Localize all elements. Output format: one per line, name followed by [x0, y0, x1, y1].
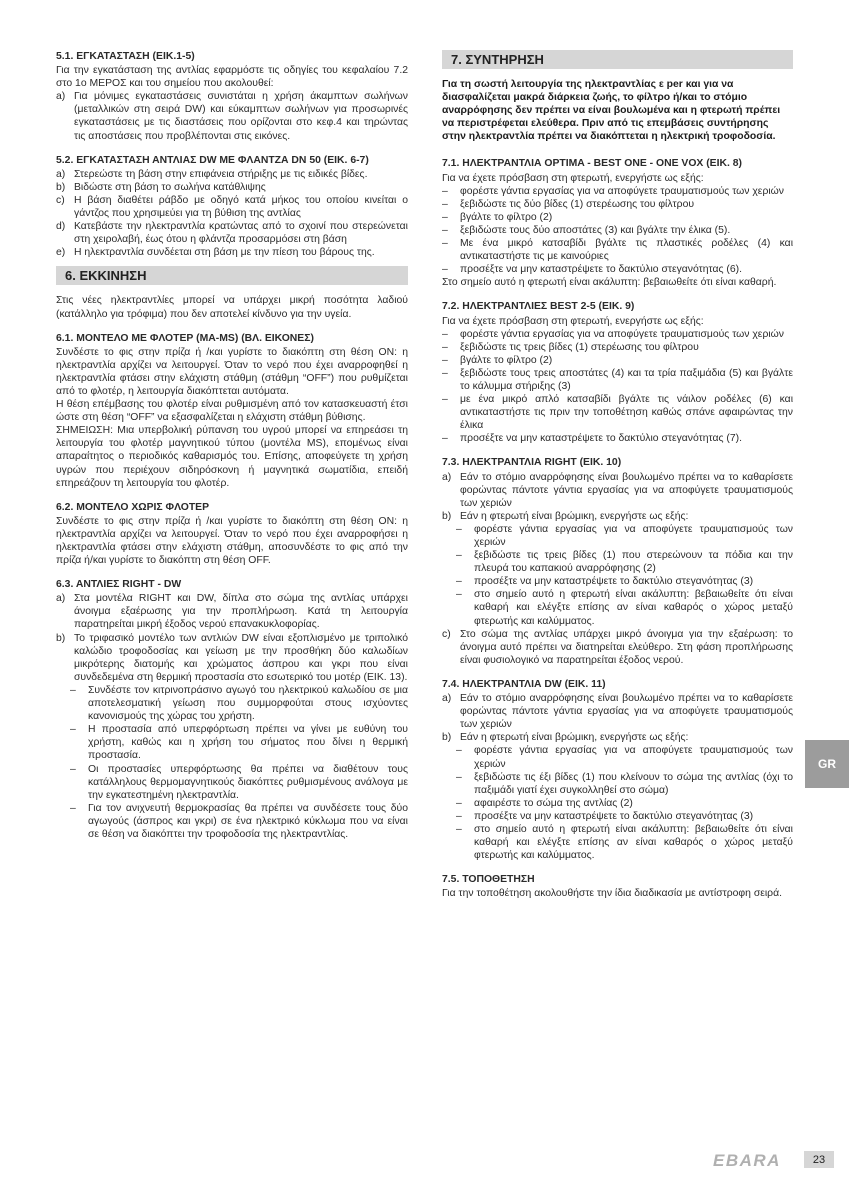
- section-7-4-sublist: [442, 744, 793, 862]
- section-6-3-heading: 6.3. ΑΝΤΛΙΕΣ RIGHT - DW: [56, 579, 182, 591]
- language-tab: GR: [805, 740, 849, 788]
- list-item: – ξεβιδώστε τις τρεις βίδες (1) που στερεώνουν τα πόδια και την πλευρά του καπακιού αναρρόφησης (2): [456, 550, 793, 575]
- section-7-intro: Για τη σωστή λειτουργία της ηλεκτραντλίας ε per και για να διασφαλίζεται μακρά διάρκεια ζωής, το φίλτρο ή/και το στόμιο αναρρόφησης δεν πρέπει να είναι βουλωμένα και η φτερωτή πρέπει να περιστρέφεται ελεύθερα. Πριν από τις επεμβάσεις συντήρησης στην ηλεκτραντλία πρέπει να διακόπτεται η ηλεκτρική τροφοδοσία.: [442, 79, 781, 143]
- list-item: – ξεβιδώστε τις δύο βίδες (1) στερέωσης του φίλτρου: [442, 198, 695, 210]
- list-item: – στο σημείο αυτό η φτερωτή είναι ακάλυπτη: βεβαιωθείτε ότι είναι καθαρή και ελέγξτε επίσης αν είναι καθαρός ο χώρος μεταξύ φτερωτής και καλύμματος.: [456, 589, 793, 627]
- section-7-1-lead: Για να έχετε πρόσβαση στη φτερωτή, ενεργήστε ως εξής:: [442, 172, 704, 184]
- section-7-3-list-c: [442, 628, 793, 667]
- section-6-3-list: [56, 592, 408, 684]
- section-7-2-list: [442, 328, 793, 446]
- list-item: e) Η ηλεκτραντλία συνδέεται στη βάση με την πίεση του βάρους της.: [56, 247, 375, 259]
- section-5-2-list: [56, 168, 408, 260]
- list-item: – προσέξτε να μην καταστρέψετε το δακτύλιο στεγανότητας (3): [456, 810, 754, 822]
- list-item: d) Κατεβάστε την ηλεκτραντλία κρατώντας από το σχοινί που στερεώνεται στη χειρολαβή, έως ότου η φλάντζα προσαρμόσει στη βάση: [56, 221, 408, 246]
- section-6-1-note: ΣΗΜΕΙΩΣΗ: Μια υπερβολική ρύπανση του υγρού μπορεί να επηρεάσει τη λειτουργία του φλοτέρ μαγνητικού τύπου (μοντέλα MS), επομένως είναι απαραίτητος ο περιοδικός καθαρισμός του. Επίσης, αποφεύγετε τη χρήση υγρών που περιέχουν σιδηρόσκονη ή μαγνητικά σωματίδια, επειδή επηρεάζουν τη λειτουργία του φλοτέρ.: [56, 425, 408, 489]
- section-6-text: Στις νέες ηλεκτραντλίες μπορεί να υπάρχει μικρή ποσότητα λαδιού (κατάλληλο για τρόφιμα) που δεν αποτελεί κίνδυνο για την υγεία.: [56, 295, 408, 320]
- list-item: a) Στερεώστε τη βάση στην επιφάνεια στήριξης με τις ειδικές βίδες.: [56, 168, 368, 180]
- list-item: – στο σημείο αυτό η φτερωτή είναι ακάλυπτη: βεβαιωθείτε ότι είναι καθαρή και ελέγξτε επίσης αν είναι καθαρός ο χώρος μεταξύ φτερωτής και καλύμματος.: [456, 823, 793, 862]
- section-7-3-heading: 7.3. ΗΛΕΚΤΡΑΝΤΛΙΑ RIGHT (ΕΙΚ. 10): [442, 457, 622, 469]
- list-item: a) Εάν το στόμιο αναρρόφησης είναι βουλωμένο πρέπει να το καθαρίσετε φορώντας πάντοτε γάντια εργασίας για να αποφύγετε τραυματισμούς των χεριών: [442, 471, 793, 509]
- list-item: c) Στο σώμα της αντλίας υπάρχει μικρό άνοιγμα για την εξαέρωση: το άνοιγμα αυτό πρέπει να διατηρείται ελεύθερο. Στη φάση προπλήρωσης είναι φυσιολογικό να παρατηρείται έξοδος νερού.: [442, 628, 793, 666]
- list-item: – βγάλτε το φίλτρο (2): [442, 354, 553, 366]
- list-item: – ξεβιδώστε τους δύο αποστάτες (3) και βγάλτε την έλικα (5).: [442, 224, 731, 236]
- list-item: – προσέξτε να μην καταστρέψετε το δακτύλιο στεγανότητας (6).: [442, 264, 742, 276]
- list-item: – αφαιρέστε το σώμα της αντλίας (2): [456, 797, 633, 809]
- list-item: – φορέστε γάντια εργασίας για να αποφύγετε τραυματισμούς των χεριών: [442, 185, 784, 197]
- list-item: – φορέστε γάντια εργασίας για να αποφύγετε τραυματισμούς των χεριών: [456, 523, 793, 548]
- section-6-1-heading: 6.1. ΜΟΝΤΕΛΟ ΜΕ ΦΛΟΤΕΡ (MA-MS) (ΒΛ. ΕΙΚΟΝΕΣ): [56, 332, 314, 344]
- list-item: a) Στα μοντέλα RIGHT και DW, δίπλα στο σώμα της αντλίας υπάρχει άνοιγμα εξαέρωσης για την προπλήρωση. Κατά τη λειτουργία παρατηρείται μικρή έξοδος νερού επανακυκλοφορίας.: [56, 593, 408, 631]
- list-item: b) Το τριφασικό μοντέλο των αντλιών DW είναι εξοπλισμένο με τριπολικό καλώδιο τροφοδοσίας και γείωση με την προσθήκη δύο καλωδίων μικρότερης διατομής και χρώματος άσπρου και γκρι που είναι συνδεδεμένα στη θερμική προστασία στο εσωτερικό του μοτέρ (ΕΙΚ. 13).: [56, 632, 408, 683]
- section-6-2-heading: 6.2. ΜΟΝΤΕΛΟ ΧΩΡΙΣ ΦΛΟΤΕΡ: [56, 501, 210, 513]
- section-7-4-list: [442, 692, 793, 744]
- list-item: – βγάλτε το φίλτρο (2): [442, 211, 553, 223]
- section-7-3-sublist: [442, 523, 793, 628]
- section-7-2-heading: 7.2. ΗΛΕΚΤΡΑΝΤΛΙΕΣ BEST 2-5 (ΕΙΚ. 9): [442, 301, 635, 313]
- section-7-4-heading: 7.4. ΗΛΕΚΤΡΑΝΤΛΙΑ DW (ΕΙΚ. 11): [442, 678, 606, 690]
- section-6-band: 6. ΕΚΚΙΝΗΣΗ: [56, 266, 408, 285]
- section-7-3-list: [442, 471, 793, 523]
- section-5-1-heading: 5.1. ΕΓΚΑΤΑΣΤΑΣΗ (ΕΙΚ.1-5): [56, 51, 195, 62]
- list-item: – ξεβιδώστε τις έξι βίδες (1) που κλείνουν το σώμα της αντλίας (όχι το παξιμάδι γιατί έχει συγκολληθεί στο σώμα): [456, 771, 793, 796]
- section-7-1-list: [442, 185, 793, 277]
- list-item: b) Βιδώστε στη βάση το σωλήνα κατάθλιψης: [56, 181, 266, 193]
- section-7-1-tail: Στο σημείο αυτό η φτερωτή είναι ακάλυπτη: βεβαιωθείτε ότι είναι καθαρή.: [442, 277, 777, 289]
- list-item: – προσέξτε να μην καταστρέψετε το δακτύλιο στεγανότητας (7).: [442, 433, 742, 445]
- ebara-logo: EBARA: [713, 1151, 781, 1170]
- list-item: – Οι προστασίες υπερφόρτωσης θα πρέπει να διαθέτουν τους κατάλληλους θερμομαγνητικούς διακόπτες ρυθμισμένους ανάλογα με την εγκατεστημένη ηλεκτραντλία.: [70, 763, 408, 801]
- section-5-1-list: [56, 90, 408, 142]
- section-7-5-text: Για την τοποθέτηση ακολουθήστε την ίδια διαδικασία με αντίστροφη σειρά.: [442, 888, 782, 900]
- right-column: [442, 50, 793, 900]
- section-7-2-lead: Για να έχετε πρόσβαση στη φτερωτή, ενεργήστε ως εξής:: [442, 315, 704, 327]
- list-item: – Η προστασία από υπερφόρτωση πρέπει να γίνει με ευθύνη του χρήστη, καθώς και η χρήση του σήματος που δίνει η θερμική προστασία.: [70, 724, 408, 762]
- list-item: – ξεβιδώστε τους τρεις αποστάτες (4) και τα τρία παξιμάδια (5) και βγάλτε το κάλυμμα στήριξης (3): [442, 367, 793, 392]
- section-7-band: 7. ΣΥΝΤΗΡΗΣΗ: [442, 50, 793, 69]
- list-item: b) Εάν η φτερωτή είναι βρώμικη, ενεργήστε ως εξής:: [442, 510, 689, 522]
- list-item: – φορέστε γάντια εργασίας για να αποφύγετε τραυματισμούς των χεριών: [442, 328, 784, 340]
- list-item: – φορέστε γάντια εργασίας για να αποφύγετε τραυματισμούς των χεριών: [456, 745, 793, 770]
- section-6-1-p2: Η θέση επέμβασης του φλοτέρ είναι ρυθμισμένη από τον κατασκευαστή έτσι ώστε στη θέση “OFF” να εξασφαλίζεται η ελάχιστη στάθμη βύθισης.: [56, 399, 408, 424]
- section-5-2-heading: 5.2. ΕΓΚΑΤΑΣΤΑΣΗ ΑΝΤΛΙΑΣ DW ΜΕ ΦΛΑΝΤΖΑ DN 50 (ΕΙΚ. 6-7): [56, 154, 369, 166]
- list-item: – Με ένα μικρό κατσαβίδι βγάλτε τις πλαστικές ροδέλες (4) και αντικαταστήστε τις με καινούριες: [442, 238, 793, 263]
- list-item: – ξεβιδώστε τις τρεις βίδες (1) στερέωσης του φίλτρου: [442, 341, 699, 353]
- list-item: c) Η βάση διαθέτει ράβδο με οδηγό κατά μήκος του οποίου κινείται ο γάντζος που χρησιμεύει για τη βύθιση της αντλίας: [56, 194, 408, 220]
- list-item: a) Για μόνιμες εγκαταστάσεις συνιστάται η χρήση άκαμπτων σωλήνων (μεταλλικών στη σειρά DW) και εύκαμπτων σωλήνων για προσωρινές εγκαταστάσεις με τις διαστάσεις που ορίζονται στο κεφ.4 και τηρώντας τις αποστάσεις που προβλέπονται στις εικόνες.: [56, 91, 408, 142]
- list-item: – Για τον ανιχνευτή θερμοκρασίας θα πρέπει να συνδέσετε τους δύο αγωγούς (άσπρος και γκρι) σε ένα ηλεκτρικό κύκλωμα που να είναι σε θέση να διακόπτει την τροφοδοσία της ηλεκτραντλίας.: [70, 802, 408, 840]
- left-column: [56, 50, 408, 841]
- list-item: – Συνδέστε τον κιτρινοπράσινο αγωγό του ηλεκτρικού καλωδίου σε μια αποτελεσματική γείωση που συμμορφούται στους ισχύοντες κανονισμούς της χώρας του χρήστη.: [70, 684, 408, 723]
- list-item: a) Εάν το στόμιο αναρρόφησης είναι βουλωμένο πρέπει να το καθαρίσετε φορώντας πάντοτε γάντια εργασίας για να αποφύγετε τραυματισμούς των χεριών: [442, 693, 793, 731]
- section-5-1-text: Για την εγκατάσταση της αντλίας εφαρμόστε τις οδηγίες του κεφαλαίου 7.2 στο 1ο ΜΕΡΟΣ και του σημείου που ακολουθεί:: [56, 65, 408, 90]
- section-6-3-sublist: [56, 684, 408, 841]
- section-7-5-heading: 7.5. ΤΟΠΟΘΕΤΗΣΗ: [442, 874, 535, 886]
- section-6-1-p1: Συνδέστε το φις στην πρίζα ή /και γυρίστε το διακόπτη στη θέση ON: η ηλεκτραντλία αρχίζει να λειτουργεί. Όταν το νερό που έχει αναρροφηθεί η ηλεκτραντλία φτάσει στην ελάχιστη στάθμη (στάθμη “OFF”) που ρυθμίζεται από το φλοτέρ, η λειτουργία διακόπτεται αυτόματα.: [56, 346, 408, 397]
- list-item: – με ένα μικρό απλό κατσαβίδι βγάλτε τις νάιλον ροδέλες (6) και αντικαταστήστε τις πριν την τοποθέτηση καθώς σπάνε αφαιρώντας την έλικα: [442, 394, 793, 432]
- list-item: – προσέξτε να μην καταστρέψετε το δακτύλιο στεγανότητας (3): [456, 576, 754, 588]
- list-item: b) Εάν η φτερωτή είναι βρώμικη, ενεργήστε ως εξής:: [442, 732, 689, 744]
- page-number: 23: [804, 1151, 834, 1168]
- section-6-2-text: Συνδέστε το φις στην πρίζα ή /και γυρίστε το διακόπτη στη θέση ON: η ηλεκτραντλία αρχίζει να λειτουργεί. Όταν το νερό που έχει αναρροφήσει η ηλεκτραντλία φτάσει στην ελάχιστη στάθμη, αποσυνδέστε το φις από την πρίζα ή/και γυρίστε το διακόπτη στη θέση OFF.: [56, 515, 408, 567]
- section-7-1-heading: 7.1. ΗΛΕΚΤΡΑΝΤΛΙΑ OPTIMA - BEST ONE - ONE VOX (ΕΙΚ. 8): [442, 158, 743, 170]
